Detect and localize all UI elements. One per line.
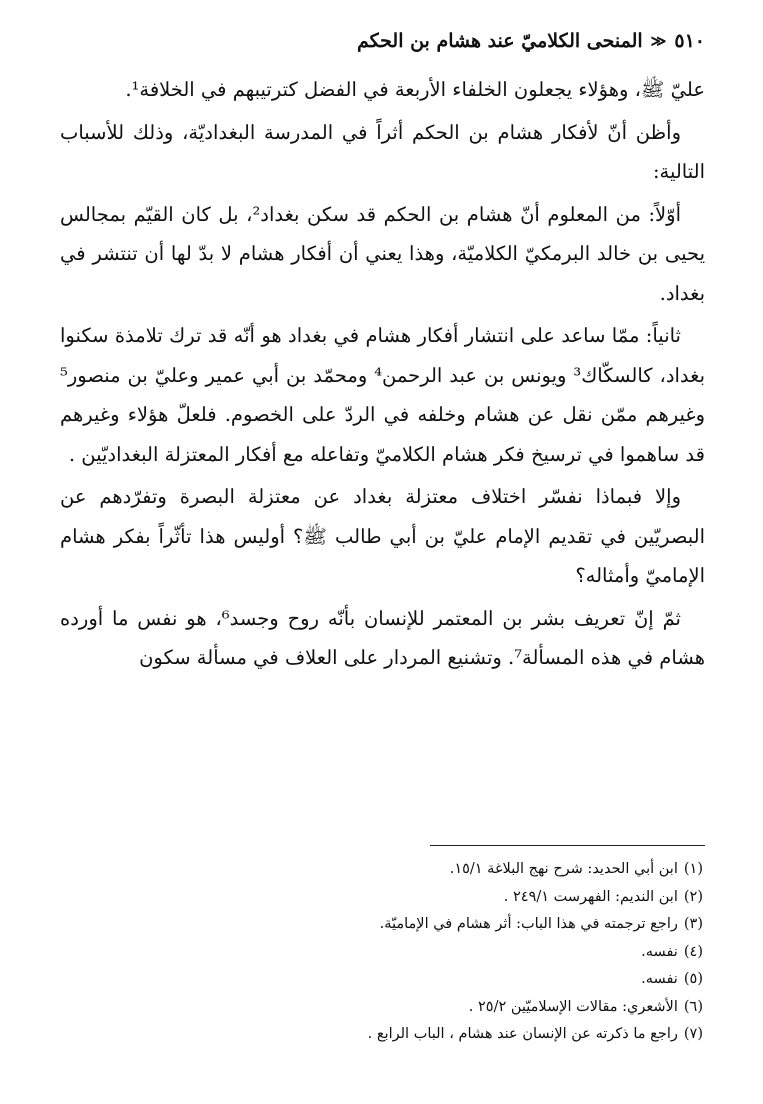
footnote-number: (٧) [683,1026,703,1042]
footnote-item [60,911,703,939]
footnote-number: (٥) [683,971,703,987]
footnote-number: (٣) [683,916,703,932]
main-text [60,70,705,681]
footnote-item [60,939,703,967]
footnote-text: راجع ما ذكرته عن الإنسان عند هشام ، الباب الرابع . [367,1026,678,1042]
paragraph: أوّلاً: من المعلوم أنّ هشام بن الحكم قد سكن بغداد²، بل كان القيّم بمجالس يحيى بن خالد البرمكيّ الكلاميّة، وهذا يعني أن أفكار هشام لا بدّ لها أن تنتشر في بغداد. [60,202,705,305]
paragraph: وإلا فبماذا نفسّر اختلاف معتزلة بغداد عن معتزلة البصرة وتفرّدهم عن البصريّين في تقديم الإمام عليّ بن أبي طالب ﷺ؟ أوليس هذا تأثّراً بفكر هشام الإماميّ وأمثاله؟ [60,485,705,587]
footnotes [60,856,703,1049]
paragraph: عليّ ﷺ، وهؤلاء يجعلون الخلفاء الأربعة في الفضل كترتيبهم في الخلافة¹. [125,78,705,101]
paragraph: ثانياً: ممّا ساعد على انتشار أفكار هشام في بغداد هو أنّه قد ترك تلامذة سكنوا بغداد، كالسكّاك³ ويونس بن عبد الرحمن⁴ ومحمّد بن أبي عمير وعليّ بن منصور⁵ وغيرهم ممّن نقل عن هشام وخلفه في الردّ على الخصوم. فلعلّ هؤلاء وغيرهم قد ساهموا في ترسيخ فكر هشام الكلاميّ وتفاعله مع أفكار المعتزلة البغداديّين . [60,324,706,466]
footnote-item [60,1021,703,1049]
footnote-text: الأشعري: مقالات الإسلاميّين ٢٥/٢ . [468,998,678,1015]
footnote-number: (٢) [683,888,703,905]
footnote-item [60,966,703,994]
footnote-number: (٦) [683,998,703,1015]
footnote-number: (٤) [683,943,703,960]
paragraph: ثمّ إنّ تعريف بشر بن المعتمر للإنسان بأنّه روح وجسد⁶، هو نفس ما أورده هشام في هذه المسألة⁷. وتشنيع المردار على العلاف في مسألة سكون [60,606,705,669]
paragraph: وأظن أنّ لأفكار هشام بن الحكم أثراً في المدرسة البغداديّة، وذلك للأسباب التالية: [60,120,705,183]
page-number: ٥١٠ [674,30,705,52]
running-title: المنحى الكلاميّ عند هشام بن الحكم [357,30,643,52]
footnote-text: ابن أبي الحديد: شرح نهج البلاغة ١٥/١. [449,861,678,877]
footnote-text: ابن النديم: الفهرست ٢٤٩/١ . [503,888,678,905]
running-header [58,26,705,56]
footnote-item [60,856,703,884]
footnote-text: راجع ترجمته في هذا الباب: أثر هشام في الإماميّة. [379,916,678,932]
footnote-divider [430,845,705,846]
header-separator: ≪ [650,32,667,50]
footnote-text: نفسه. [641,943,678,960]
footnote-item [60,994,703,1022]
footnote-number: (١) [683,861,703,877]
footnote-item [60,884,703,912]
footnote-text: نفسه. [641,971,678,987]
